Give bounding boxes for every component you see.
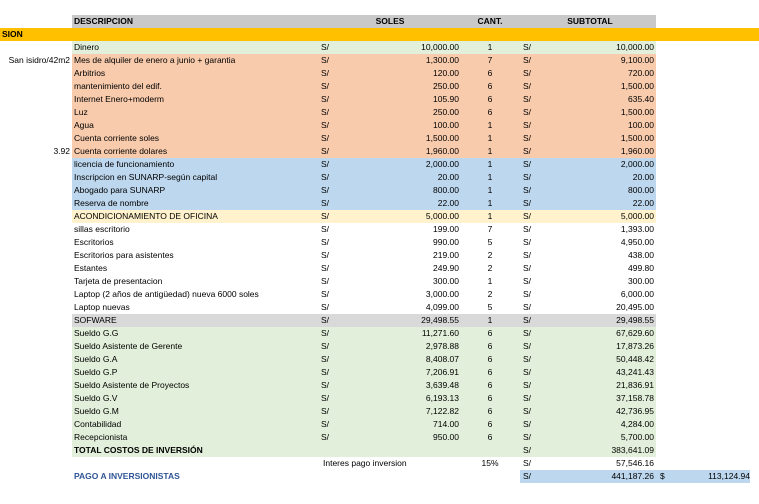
row-note[interactable] xyxy=(0,418,72,431)
table-row xyxy=(0,80,759,93)
row-subtotal[interactable]: 1,500.00 xyxy=(620,107,654,117)
row-currency[interactable]: S/ xyxy=(321,185,330,195)
row-subtotal-currency[interactable]: S/ xyxy=(523,354,532,364)
row-price[interactable]: 1,960.00 xyxy=(425,146,459,156)
row-subtotal[interactable]: 4,284.00 xyxy=(620,419,654,429)
row-currency[interactable]: S/ xyxy=(321,276,330,286)
row-subtotal[interactable]: 29,498.55 xyxy=(616,315,654,325)
row-subtotal[interactable]: 5,700.00 xyxy=(620,432,654,442)
row-subtotal-currency[interactable]: S/ xyxy=(523,250,532,260)
row-price[interactable]: 950.00 xyxy=(433,432,459,442)
table-row xyxy=(0,236,759,249)
row-subtotal[interactable]: 635.40 xyxy=(628,94,654,104)
row-description[interactable]: Contabilidad xyxy=(74,419,122,429)
table-row xyxy=(0,119,759,132)
pago-value[interactable]: 441,187.26 xyxy=(611,471,654,481)
row-quantity[interactable]: 6 xyxy=(487,328,493,338)
row-subtotal-currency[interactable]: S/ xyxy=(523,81,532,91)
row-price[interactable]: 2,978.88 xyxy=(425,341,459,351)
table-row xyxy=(0,262,759,275)
row-subtotal[interactable]: 6,000.00 xyxy=(620,289,654,299)
section-row xyxy=(0,28,759,41)
row-subtotal[interactable]: 2,000.00 xyxy=(620,159,654,169)
row-note[interactable] xyxy=(0,80,72,93)
row-description[interactable]: Escritorios para asistentes xyxy=(74,250,174,260)
row-currency[interactable]: S/ xyxy=(321,328,330,338)
table-row xyxy=(0,145,759,158)
total-row xyxy=(0,444,759,457)
header-description[interactable]: DESCRIPCION xyxy=(74,16,134,26)
row-note[interactable] xyxy=(0,275,72,288)
row-quantity[interactable]: 1 xyxy=(487,172,493,182)
row-quantity[interactable]: 2 xyxy=(487,263,493,273)
row-subtotal-currency[interactable]: S/ xyxy=(523,224,532,234)
row-description[interactable]: Sueldo G.M xyxy=(74,406,119,416)
row-description[interactable]: Abogado para SUNARP xyxy=(74,185,166,195)
row-subtotal[interactable]: 9,100.00 xyxy=(620,55,654,65)
row-price[interactable]: 7,206.91 xyxy=(425,367,459,377)
row-quantity[interactable]: 6 xyxy=(487,380,493,390)
row-subtotal-currency[interactable]: S/ xyxy=(523,276,532,286)
row-quantity[interactable]: 1 xyxy=(487,159,493,169)
table-row xyxy=(0,405,759,418)
row-note[interactable] xyxy=(0,171,72,184)
row-currency[interactable]: S/ xyxy=(321,172,330,182)
row-note[interactable] xyxy=(0,288,72,301)
row-price[interactable]: 4,099.00 xyxy=(425,302,459,312)
row-subtotal-currency[interactable]: S/ xyxy=(523,419,532,429)
row-quantity[interactable]: 6 xyxy=(487,94,493,104)
row-quantity[interactable]: 1 xyxy=(487,120,493,130)
row-subtotal[interactable]: 800.00 xyxy=(628,185,654,195)
row-subtotal-currency[interactable]: S/ xyxy=(523,328,532,338)
row-description[interactable]: Cuenta corriente soles xyxy=(74,133,160,143)
row-note[interactable] xyxy=(0,106,72,119)
row-note[interactable] xyxy=(0,262,72,275)
total-value[interactable]: 383,641.09 xyxy=(611,445,654,455)
row-note[interactable]: 3.92 xyxy=(53,146,70,156)
pago-currency-usd[interactable]: $ xyxy=(660,471,665,481)
row-quantity[interactable]: 7 xyxy=(487,224,493,234)
row-note[interactable] xyxy=(0,392,72,405)
row-price[interactable]: 199.00 xyxy=(433,224,459,234)
pago-value-usd[interactable]: 113,124.94 xyxy=(708,471,750,481)
row-description[interactable]: Estantes xyxy=(74,263,108,273)
row-quantity[interactable]: 6 xyxy=(487,367,493,377)
row-description[interactable]: Sueldo G.G xyxy=(74,328,119,338)
row-note[interactable] xyxy=(0,41,72,54)
row-description[interactable]: Sueldo Asistente de Proyectos xyxy=(74,380,190,390)
row-subtotal-currency[interactable]: S/ xyxy=(523,133,532,143)
row-quantity[interactable]: 2 xyxy=(487,250,493,260)
table-row xyxy=(0,379,759,392)
row-quantity[interactable]: 1 xyxy=(487,315,493,325)
row-quantity[interactable]: 6 xyxy=(487,432,493,442)
header-subtotal[interactable]: SUBTOTAL xyxy=(567,16,613,26)
row-note[interactable] xyxy=(0,327,72,340)
row-price[interactable]: 249.90 xyxy=(433,263,459,273)
row-note[interactable] xyxy=(0,366,72,379)
row-quantity[interactable]: 6 xyxy=(487,341,493,351)
interest-currency[interactable]: S/ xyxy=(523,458,532,468)
table-row xyxy=(0,184,759,197)
pago-label[interactable]: PAGO A INVERSIONISTAS xyxy=(74,471,180,481)
row-currency[interactable]: S/ xyxy=(321,341,330,351)
row-subtotal-currency[interactable]: S/ xyxy=(523,94,532,104)
row-currency[interactable]: S/ xyxy=(321,146,330,156)
row-subtotal-currency[interactable]: S/ xyxy=(523,380,532,390)
table-row xyxy=(0,392,759,405)
row-currency[interactable]: S/ xyxy=(321,94,330,104)
row-subtotal-currency[interactable]: S/ xyxy=(523,68,532,78)
row-currency[interactable]: S/ xyxy=(321,289,330,299)
row-subtotal-currency[interactable]: S/ xyxy=(523,237,532,247)
row-quantity[interactable]: 7 xyxy=(487,55,493,65)
row-subtotal[interactable]: 67,629.60 xyxy=(616,328,654,338)
row-quantity[interactable]: 5 xyxy=(487,302,493,312)
row-subtotal-currency[interactable]: S/ xyxy=(523,367,532,377)
row-note[interactable] xyxy=(0,67,72,80)
row-price[interactable]: 2,000.00 xyxy=(425,159,459,169)
table-row xyxy=(0,93,759,106)
row-note[interactable] xyxy=(0,379,72,392)
table-row xyxy=(0,418,759,431)
pago-currency[interactable]: S/ xyxy=(523,471,532,481)
table-row xyxy=(0,314,759,327)
table-row xyxy=(0,132,759,145)
item-rows xyxy=(0,41,759,444)
row-quantity[interactable]: 1 xyxy=(487,146,493,156)
row-subtotal[interactable]: 42,736.95 xyxy=(616,406,654,416)
row-price[interactable]: 714.00 xyxy=(433,419,459,429)
interest-value[interactable]: 57,546.16 xyxy=(616,458,654,468)
row-description[interactable]: Sueldo G.A xyxy=(74,354,118,364)
row-description[interactable]: Sueldo G.V xyxy=(74,393,118,403)
row-subtotal-currency[interactable]: S/ xyxy=(523,302,532,312)
row-description[interactable]: Sueldo Asistente de Gerente xyxy=(74,341,183,351)
table-row xyxy=(0,288,759,301)
row-quantity[interactable]: 6 xyxy=(487,107,493,117)
table-row xyxy=(0,67,759,80)
row-price[interactable]: 250.00 xyxy=(433,81,459,91)
spreadsheet xyxy=(0,15,759,483)
row-subtotal[interactable]: 438.00 xyxy=(628,250,654,260)
row-subtotal[interactable]: 17,873.26 xyxy=(616,341,654,351)
row-subtotal[interactable]: 720.00 xyxy=(628,68,654,78)
row-description[interactable]: sillas escritorio xyxy=(74,224,130,234)
row-subtotal[interactable]: 37,158.78 xyxy=(616,393,654,403)
row-price[interactable]: 105.90 xyxy=(433,94,459,104)
table-row xyxy=(0,54,759,67)
row-currency[interactable]: S/ xyxy=(321,406,330,416)
row-subtotal-currency[interactable]: S/ xyxy=(523,263,532,273)
row-price[interactable]: 10,000.00 xyxy=(421,42,459,52)
row-subtotal[interactable]: 300.00 xyxy=(628,276,654,286)
row-note[interactable] xyxy=(0,210,72,223)
row-description[interactable]: Reserva de nombre xyxy=(74,198,149,208)
row-subtotal[interactable]: 21,836.91 xyxy=(616,380,654,390)
row-price[interactable]: 22.00 xyxy=(437,198,459,208)
row-price[interactable]: 7,122.82 xyxy=(425,406,459,416)
row-subtotal-currency[interactable]: S/ xyxy=(523,406,532,416)
row-price[interactable]: 6,193.13 xyxy=(425,393,459,403)
row-description[interactable]: Recepcionista xyxy=(74,432,128,442)
row-quantity[interactable]: 1 xyxy=(487,42,493,52)
row-subtotal-currency[interactable]: S/ xyxy=(523,120,532,130)
row-price[interactable]: 3,639.48 xyxy=(425,380,459,390)
row-subtotal[interactable]: 43,241.43 xyxy=(616,367,654,377)
row-note[interactable] xyxy=(0,197,72,210)
table-row xyxy=(0,223,759,236)
row-note[interactable] xyxy=(0,184,72,197)
row-description[interactable]: Escritorios xyxy=(74,237,114,247)
table-row xyxy=(0,353,759,366)
row-description[interactable]: Luz xyxy=(74,107,88,117)
row-currency[interactable]: S/ xyxy=(321,198,330,208)
row-note[interactable] xyxy=(0,353,72,366)
row-quantity[interactable]: 1 xyxy=(487,185,493,195)
row-description[interactable]: Laptop nuevas xyxy=(74,302,130,312)
row-currency[interactable]: S/ xyxy=(321,302,330,312)
row-subtotal[interactable]: 10,000.00 xyxy=(616,42,654,52)
table-row xyxy=(0,171,759,184)
row-currency[interactable]: S/ xyxy=(321,250,330,260)
row-subtotal[interactable]: 5,000.00 xyxy=(620,211,654,221)
row-note[interactable] xyxy=(0,301,72,314)
row-currency[interactable]: S/ xyxy=(321,380,330,390)
row-subtotal-currency[interactable]: S/ xyxy=(523,393,532,403)
section-label[interactable]: SION xyxy=(2,29,23,39)
row-description[interactable]: Mes de alquiler de enero a junio + garantia xyxy=(74,55,236,65)
row-subtotal[interactable]: 1,500.00 xyxy=(620,81,654,91)
row-subtotal-currency[interactable]: S/ xyxy=(523,146,532,156)
row-subtotal[interactable]: 50,448.42 xyxy=(616,354,654,364)
row-subtotal[interactable]: 20.00 xyxy=(632,172,654,182)
row-currency[interactable]: S/ xyxy=(321,419,330,429)
row-subtotal-currency[interactable]: S/ xyxy=(523,42,532,52)
row-description[interactable]: Internet Enero+moderm xyxy=(74,94,165,104)
row-note[interactable] xyxy=(0,431,72,444)
row-quantity[interactable]: 1 xyxy=(487,198,493,208)
row-price[interactable]: 990.00 xyxy=(433,237,459,247)
row-subtotal[interactable]: 1,393.00 xyxy=(620,224,654,234)
total-label[interactable]: TOTAL COSTOS DE INVERSIÓN xyxy=(74,445,203,455)
row-price[interactable]: 1,300.00 xyxy=(425,55,459,65)
row-currency[interactable]: S/ xyxy=(321,432,330,442)
row-price[interactable]: 300.00 xyxy=(433,276,459,286)
header-row xyxy=(0,15,759,28)
row-currency[interactable]: S/ xyxy=(321,237,330,247)
row-currency[interactable]: S/ xyxy=(321,120,330,130)
row-subtotal-currency[interactable]: S/ xyxy=(523,55,532,65)
row-note[interactable]: San isidro/42m2 xyxy=(8,55,70,65)
row-description[interactable]: SOFWARE xyxy=(74,315,117,325)
row-quantity[interactable]: 6 xyxy=(487,419,493,429)
row-subtotal[interactable]: 100.00 xyxy=(628,120,654,130)
row-note[interactable] xyxy=(0,119,72,132)
row-description[interactable]: Laptop (2 años de antigüedad) nueva 6000 soles xyxy=(74,289,259,299)
row-note[interactable] xyxy=(0,314,72,327)
row-price[interactable]: 250.00 xyxy=(433,107,459,117)
row-description[interactable]: Sueldo G.P xyxy=(74,367,118,377)
row-subtotal[interactable]: 4,950.00 xyxy=(620,237,654,247)
row-currency[interactable]: S/ xyxy=(321,315,330,325)
row-currency[interactable]: S/ xyxy=(321,55,330,65)
row-price[interactable]: 20.00 xyxy=(437,172,459,182)
table-row xyxy=(0,210,759,223)
row-subtotal-currency[interactable]: S/ xyxy=(523,185,532,195)
row-description[interactable]: Cuenta corriente dolares xyxy=(74,146,168,156)
row-quantity[interactable]: 6 xyxy=(487,68,493,78)
row-price[interactable]: 100.00 xyxy=(433,120,459,130)
row-quantity[interactable]: 6 xyxy=(487,81,493,91)
table-row xyxy=(0,275,759,288)
row-price[interactable]: 8,408.07 xyxy=(425,354,459,364)
table-row xyxy=(0,301,759,314)
row-quantity[interactable]: 1 xyxy=(487,276,493,286)
row-subtotal-currency[interactable]: S/ xyxy=(523,198,532,208)
row-quantity[interactable]: 6 xyxy=(487,354,493,364)
row-subtotal-currency[interactable]: S/ xyxy=(523,289,532,299)
row-note[interactable] xyxy=(0,132,72,145)
interest-row xyxy=(0,457,759,470)
row-description[interactable]: Inscripcion en SUNARP-según capital xyxy=(74,172,218,182)
row-currency[interactable]: S/ xyxy=(321,42,330,52)
row-price[interactable]: 1,500.00 xyxy=(425,133,459,143)
row-subtotal-currency[interactable]: S/ xyxy=(523,432,532,442)
row-currency[interactable]: S/ xyxy=(321,224,330,234)
row-quantity[interactable]: 2 xyxy=(487,289,493,299)
row-price[interactable]: 3,000.00 xyxy=(425,289,459,299)
row-description[interactable]: Arbitrios xyxy=(74,68,106,78)
row-description[interactable]: mantenimiento del edif. xyxy=(74,81,162,91)
row-subtotal[interactable]: 20,495.00 xyxy=(616,302,654,312)
header-cant[interactable]: CANT. xyxy=(477,16,503,26)
interest-rate[interactable]: 15% xyxy=(481,458,499,468)
row-description[interactable]: Dinero xyxy=(74,42,100,52)
row-subtotal-currency[interactable]: S/ xyxy=(523,315,532,325)
row-price[interactable]: 29,498.55 xyxy=(421,315,459,325)
row-subtotal-currency[interactable]: S/ xyxy=(523,107,532,117)
row-price[interactable]: 219.00 xyxy=(433,250,459,260)
row-subtotal-currency[interactable]: S/ xyxy=(523,172,532,182)
row-currency[interactable]: S/ xyxy=(321,367,330,377)
row-description[interactable]: licencia de funcionamiento xyxy=(74,159,175,169)
row-currency[interactable]: S/ xyxy=(321,81,330,91)
row-subtotal[interactable]: 1,960.00 xyxy=(620,146,654,156)
table-row xyxy=(0,249,759,262)
total-currency[interactable]: S/ xyxy=(523,445,532,455)
row-subtotal-currency[interactable]: S/ xyxy=(523,159,532,169)
table-row xyxy=(0,431,759,444)
table-row xyxy=(0,197,759,210)
row-currency[interactable]: S/ xyxy=(321,263,330,273)
row-subtotal-currency[interactable]: S/ xyxy=(523,341,532,351)
row-quantity[interactable]: 1 xyxy=(487,133,493,143)
row-currency[interactable]: S/ xyxy=(321,68,330,78)
row-description[interactable]: Tarjeta de presentacion xyxy=(74,276,163,286)
row-currency[interactable]: S/ xyxy=(321,107,330,117)
row-quantity[interactable]: 1 xyxy=(487,211,493,221)
row-note[interactable] xyxy=(0,223,72,236)
table-row xyxy=(0,158,759,171)
row-price[interactable]: 11,271.60 xyxy=(421,328,459,338)
row-price[interactable]: 5,000.00 xyxy=(425,211,459,221)
row-currency[interactable]: S/ xyxy=(321,133,330,143)
row-currency[interactable]: S/ xyxy=(321,211,330,221)
table-row xyxy=(0,327,759,340)
interest-label[interactable]: Interes pago inversion xyxy=(323,458,407,468)
row-quantity[interactable]: 6 xyxy=(487,406,493,416)
table-row xyxy=(0,106,759,119)
row-subtotal[interactable]: 22.00 xyxy=(632,198,654,208)
table-row xyxy=(0,340,759,353)
row-subtotal[interactable]: 499.80 xyxy=(628,263,654,273)
row-note[interactable] xyxy=(0,249,72,262)
row-currency[interactable]: S/ xyxy=(321,393,330,403)
row-currency[interactable]: S/ xyxy=(321,354,330,364)
row-currency[interactable]: S/ xyxy=(321,159,330,169)
row-subtotal[interactable]: 1,500.00 xyxy=(620,133,654,143)
row-note[interactable] xyxy=(0,340,72,353)
row-note[interactable] xyxy=(0,158,72,171)
row-quantity[interactable]: 6 xyxy=(487,393,493,403)
row-quantity[interactable]: 5 xyxy=(487,237,493,247)
row-price[interactable]: 120.00 xyxy=(433,68,459,78)
row-note[interactable] xyxy=(0,236,72,249)
row-description[interactable]: ACONDICIONAMIENTO DE OFICINA xyxy=(74,211,218,221)
row-description[interactable]: Agua xyxy=(74,120,94,130)
row-note[interactable] xyxy=(0,93,72,106)
row-price[interactable]: 800.00 xyxy=(433,185,459,195)
pago-row xyxy=(0,470,759,483)
header-soles[interactable]: SOLES xyxy=(375,16,405,26)
row-subtotal-currency[interactable]: S/ xyxy=(523,211,532,221)
table-row xyxy=(0,366,759,379)
table-row xyxy=(0,41,759,54)
row-note[interactable] xyxy=(0,405,72,418)
